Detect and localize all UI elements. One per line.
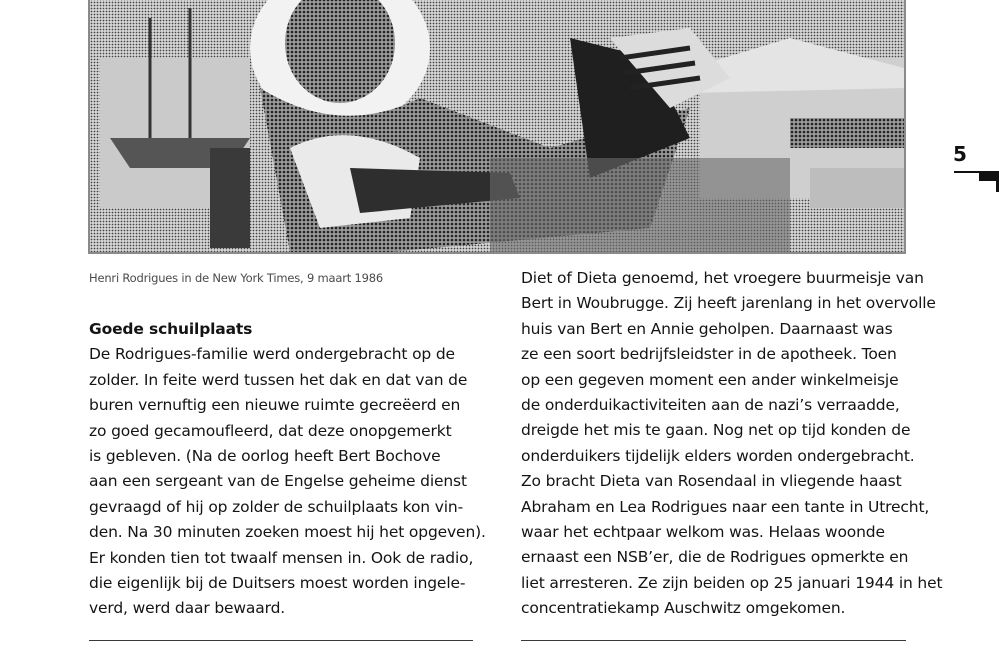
paragraph-line: liet arresteren. Ze zijn beiden op 25 januari 1944 in het: [521, 573, 943, 592]
paragraph-line: zo goed gecamoufleerd, dat deze onopgemerkt: [89, 421, 452, 440]
left-column: [89, 317, 489, 622]
column-divider-left: [89, 640, 473, 641]
paragraph-line: De Rodrigues-familie werd ondergebracht op de: [89, 345, 455, 364]
photo-caption: Henri Rodrigues in de New York Times, 9 maart 1986: [89, 271, 383, 285]
page-number: 5: [953, 142, 967, 166]
paragraph-line: buren vernuftig een nieuwe ruimte gecreëerd en: [89, 396, 461, 415]
paragraph-line: Bert in Woubrugge. Zij heeft jarenlang in het overvolle: [521, 294, 936, 313]
paragraph-line: ernaast een NSB’er, die de Rodrigues opmerkte en: [521, 548, 909, 567]
paragraph-line: op een gegeven moment een ander winkelmeisje: [521, 370, 899, 389]
paragraph-line: waar het echtpaar welkom was. Helaas woonde: [521, 523, 885, 542]
paragraph-line: Zo bracht Dieta van Rosendaal in vliegende haast: [521, 472, 902, 491]
paragraph-line: zolder. In feite werd tussen het dak en dat van de: [89, 370, 468, 389]
paragraph-line: onderduikers tijdelijk elders worden ondergebracht.: [521, 446, 915, 465]
paragraph-line: Diet of Dieta genoemd, het vroegere buurmeisje van: [521, 269, 924, 287]
right-column: [521, 266, 943, 622]
newspaper-photo: [88, 0, 906, 254]
paragraph-line: concentratiekamp Auschwitz omgekomen.: [521, 599, 846, 618]
section-heading: Goede schuilplaats: [89, 320, 253, 338]
newspaper-photo-icon: [90, 0, 904, 252]
paragraph-line: Abraham en Lea Rodrigues naar een tante in Utrecht,: [521, 497, 930, 516]
paragraph-line: die eigenlijk bij de Duitsers moest worden ingele-: [89, 574, 466, 593]
paragraph-line: is gebleven. (Na de oorlog heeft Bert Bochove: [89, 447, 441, 466]
paragraph-line: verd, werd daar bewaard.: [89, 599, 286, 618]
paragraph-line: de onderduikactiviteiten aan de nazi’s verraadde,: [521, 396, 900, 415]
paragraph-line: ze een soort bedrijfsleidster in de apotheek. Toen: [521, 345, 897, 364]
paragraph-line: dreigde het mis te gaan. Nog net op tijd konden de: [521, 421, 911, 440]
paragraph-line: gevraagd of hij op zolder de schuilplaats kon vin-: [89, 497, 464, 516]
paragraph-line: den. Na 30 minuten zoeken moest hij het opgeven).: [89, 523, 486, 542]
paragraph-line: Er konden tien tot twaalf mensen in. Ook de radio,: [89, 548, 474, 567]
column-divider-right: [521, 640, 906, 641]
paragraph-line: huis van Bert en Annie geholpen. Daarnaast was: [521, 319, 893, 338]
paragraph-line: aan een sergeant van de Engelse geheime dienst: [89, 472, 467, 491]
